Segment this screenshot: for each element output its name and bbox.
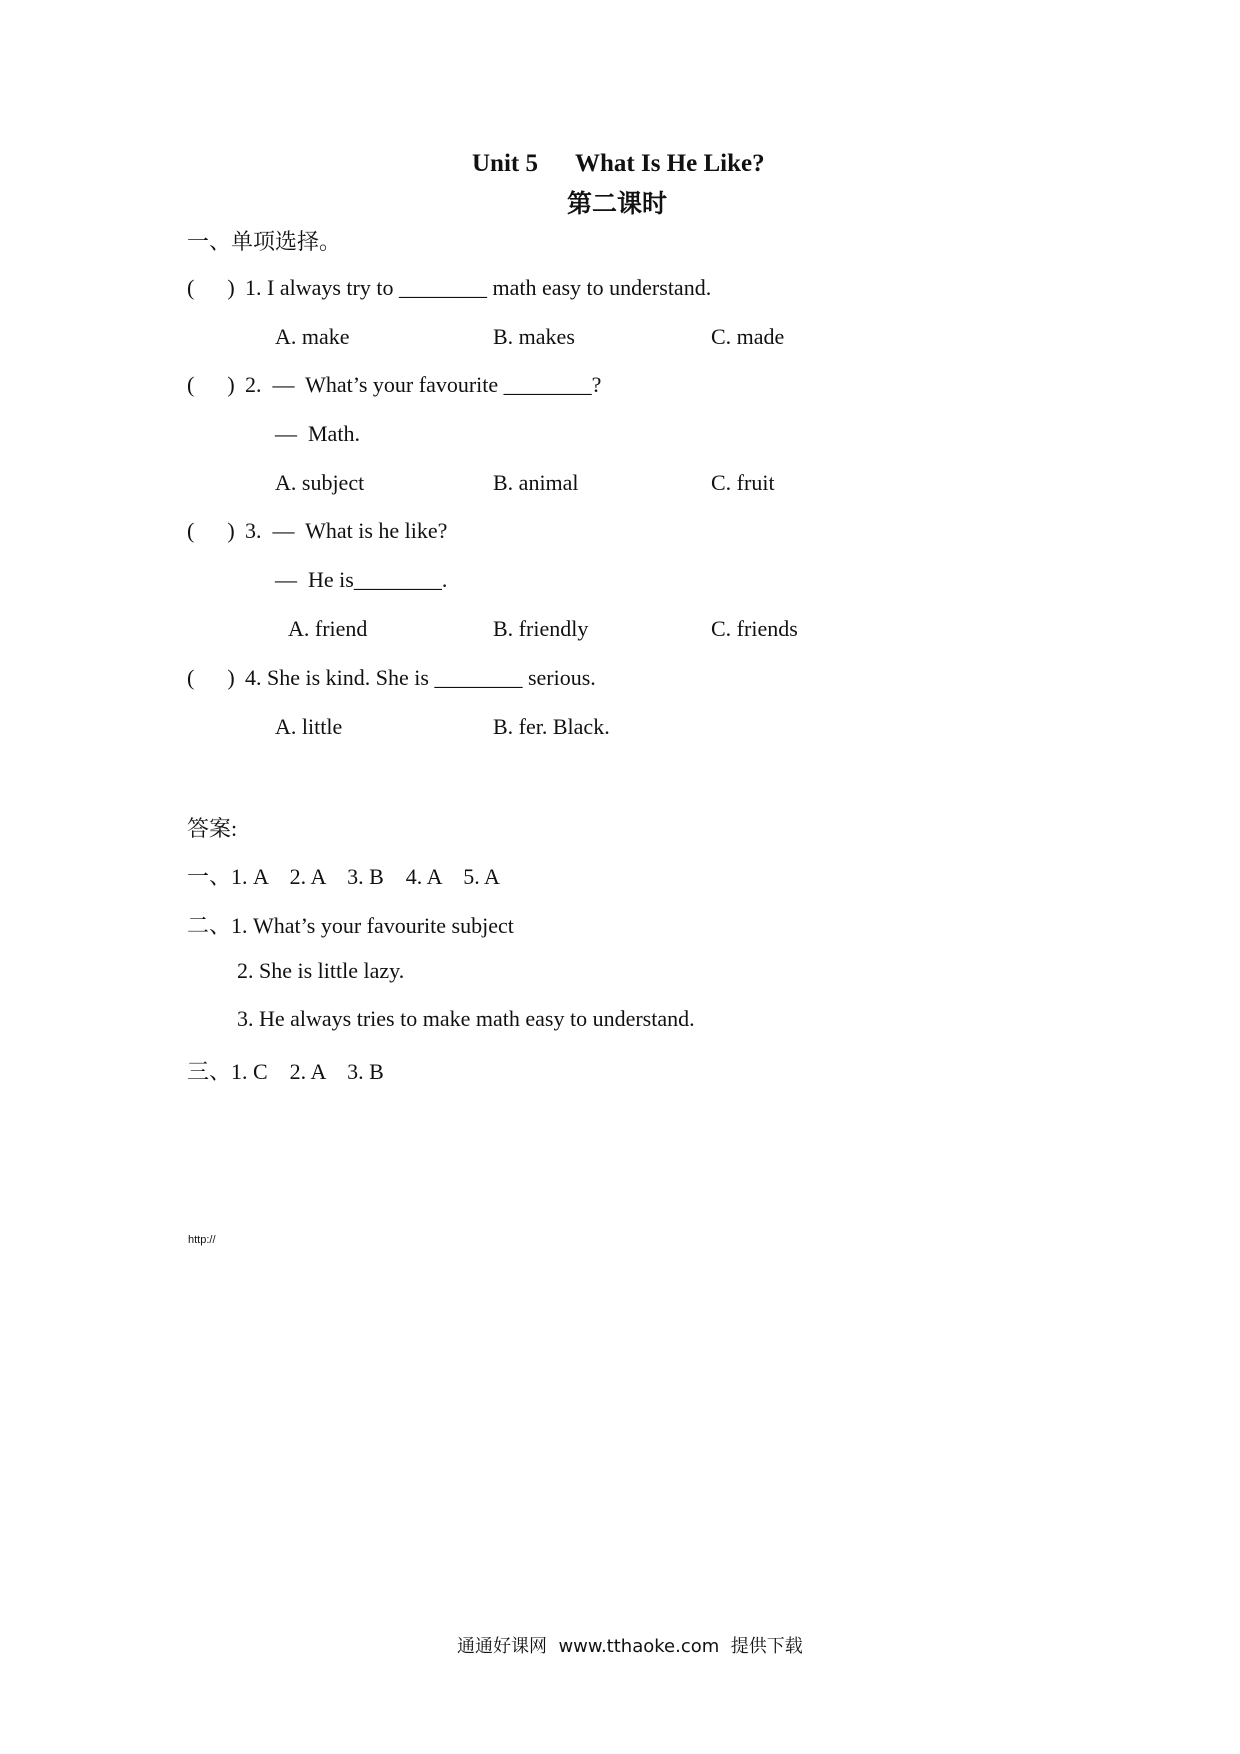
q2-reply: — Math. (275, 421, 360, 446)
q2-paren: ( ) (187, 372, 235, 397)
q2-stem: 2. — What’s your favourite ________? (245, 372, 602, 397)
url-stub: http:// (188, 1234, 216, 1246)
unit-label: Unit 5 (472, 150, 538, 177)
answers-line-2: 二、1. What’s your favourite subject (187, 913, 514, 938)
q2-option-b: B. animal (493, 470, 579, 495)
q1-paren: ( ) (187, 275, 235, 300)
q1-stem: 1. I always try to ________ math easy to understand. (245, 275, 712, 300)
section1-heading: 一、单项选择。 (187, 229, 342, 254)
q2-option-a: A. subject (275, 470, 365, 495)
q3-option-a: A. friend (288, 616, 368, 641)
answers-line-3: 2. She is little lazy. (237, 958, 405, 983)
q2-option-c: C. fruit (711, 470, 775, 495)
q4-stem: 4. She is kind. She is ________ serious. (245, 665, 596, 690)
answers-heading: 答案: (187, 816, 238, 841)
q1-option-a: A. make (275, 324, 350, 349)
q4-option-a: A. little (275, 714, 343, 739)
answers-line-4: 3. He always tries to make math easy to understand. (237, 1006, 695, 1031)
answers-line-5: 三、1. C 2. A 3. B (187, 1059, 384, 1084)
q4-option-b: B. fer. Black. (493, 714, 610, 739)
q1-option-b: B. makes (493, 324, 575, 349)
q3-stem: 3. — What is he like? (245, 518, 448, 543)
footer-credit: 通通好课网 www.tthaoke.com 提供下载 (457, 1636, 803, 1657)
lesson-title: 第二课时 (567, 191, 668, 218)
answers-line-1: 一、1. A 2. A 3. B 4. A 5. A (187, 864, 500, 889)
q3-reply: — He is________. (275, 567, 448, 592)
q4-paren: ( ) (187, 665, 235, 690)
page-title: What Is He Like? (575, 150, 765, 177)
q3-option-b: B. friendly (493, 616, 589, 641)
q3-option-c: C. friends (711, 616, 798, 641)
q3-paren: ( ) (187, 518, 235, 543)
q1-option-c: C. made (711, 324, 785, 349)
